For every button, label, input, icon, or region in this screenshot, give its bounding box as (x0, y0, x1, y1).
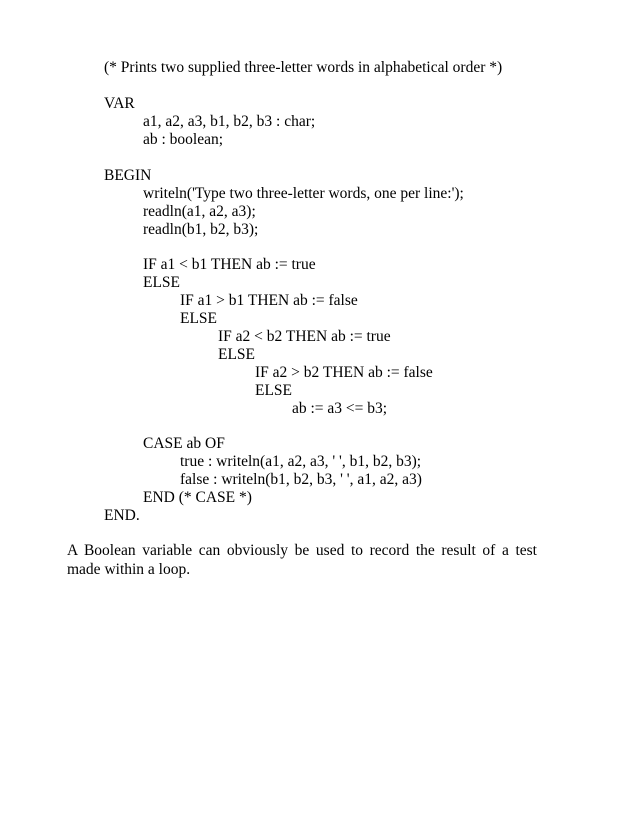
code-else-3: ELSE (218, 346, 256, 363)
code-assign-final: ab := a3 <= b3; (292, 400, 388, 417)
code-readln-b: readln(b1, b2, b3); (143, 221, 259, 238)
code-else-2: ELSE (180, 310, 218, 327)
code-if-4: IF a2 > b2 THEN ab := false (255, 364, 433, 381)
code-begin-keyword: BEGIN (104, 167, 152, 184)
code-end-keyword: END. (104, 507, 140, 524)
code-var-keyword: VAR (104, 95, 135, 112)
code-comment-header: (* Prints two supplied three-letter words in alphabetical order *) (104, 59, 503, 76)
code-else-1: ELSE (143, 274, 181, 291)
code-case-header: CASE ab OF (143, 435, 225, 452)
code-var-decl-bool: ab : boolean; (143, 131, 224, 148)
code-writeln-prompt: writeln('Type two three-letter words, one per line:'); (143, 185, 464, 202)
code-if-3: IF a2 < b2 THEN ab := true (218, 328, 391, 345)
code-else-4: ELSE (255, 382, 293, 399)
code-case-end: END (* CASE *) (143, 489, 252, 506)
code-case-true: true : writeln(a1, a2, a3, ' ', b1, b2, b3); (180, 453, 422, 470)
code-if-2: IF a1 > b1 THEN ab := false (180, 292, 358, 309)
body-paragraph: A Boolean variable can obviously be used to record the result of a test made within a loop. (67, 542, 537, 578)
code-readln-a: readln(a1, a2, a3); (143, 203, 256, 220)
code-var-decl-chars: a1, a2, a3, b1, b2, b3 : char; (143, 113, 316, 130)
code-if-1: IF a1 < b1 THEN ab := true (143, 256, 316, 273)
code-case-false: false : writeln(b1, b2, b3, ' ', a1, a2, a3) (180, 471, 422, 488)
